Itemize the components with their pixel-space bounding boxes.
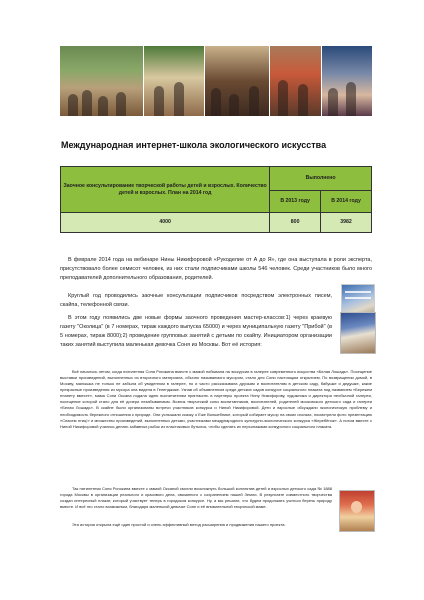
event-photo xyxy=(144,46,204,116)
plan-table xyxy=(60,166,372,233)
event-photo xyxy=(60,46,143,116)
table-done-2014: 3982 xyxy=(321,213,372,233)
newspaper-image xyxy=(340,312,376,354)
story-paragraph: Всё началось летом, когда пятилетняя Соня Рогожина вместе с мамой побывала на экскурсии в галерее современного искусства «Белая Лошадь». Посещение выставки произведений, выполненных из вторичного материала, обычно называемого мусором, стало для Сони настоящим открытием. По возвращении домой, в Москву, малышка не только не забыла об увиденном в галерее, но и часто рассказывала друзьям и воспитателям в детском саду, бабушке и дедушке, какие прекрасные произведения из мусора она видела в Геленджике. Узнав об объявленном среди детских садов конкурсе социального плаката под названием «Бережем планету вместе», мама Сони Оксана подала идею воспитателям пригласить в партнеры проекта Нину Никифорову, художника и директора необычной галереи, посещение которой стало для её дочери незабываемым. Возник творческий союз воспитанников, воспитателей, родителей московского детского сада и галереи «Белая Лошадь». В скайпе были организованы встречи участников конкурса и Ниной Никифоровой. Дети и взрослые обсуждали экологическую проблему и необходимость бережного отношения к природе. Они услышали сказку о Еже Волшебнике, который собирает мусор на своих иголках, посмотрели фото презентацию «Спасем птиц!» и множество произведений, выполненных детьми, участниками международного культурно-экологического конкурса «Жеребёнок». А потом вместе с Ниной Никифоровой учились делать забавных рыбок из пластиковых бутылок, чтобы сделать их персонажами конкурсного социального плаката. xyxy=(60,369,372,429)
event-photo xyxy=(322,46,372,116)
paragraph-consultations: Круглый год проводились заочные консультации подписчиков посредством электронных писем, скайпа, телефонной связи. xyxy=(60,293,332,308)
table-header-done: Выполнено xyxy=(270,167,372,191)
story-conclusion: Так пятилетняя Соня Рогожина вместе с мамой Оксаной смогли воскликнуть большой коллектив детей и взрослых детского сада № 1888 города Москвы в организации реального и красивого дела, связанного с сохранением нашей Земли. В результате совместного творчества создан интересный плакат, который участвует теперь в городском конкурсе. Ну, а мы решили, что будем продолжать учиться беречь природу вместе. И всё это стало возможным, благодаря маленькой девочке Соне и её внимательной творческой маме. xyxy=(60,486,332,510)
event-photo xyxy=(205,46,269,116)
table-header-2014: В 2014 году xyxy=(321,191,372,213)
event-photo xyxy=(270,46,322,116)
table-done-2013: 800 xyxy=(270,213,321,233)
paragraph-new-forms: В этом году появились две новые формы заочного проведения мастер-классов:1) через краевую газету "Околица" (в 7 номерах, тираж каждого выпуска 65000) и через муниципальную газету "Прибой" (в 5 номерах, тираж 8000);2) проведение групповых занятий с детьми по скайпу. Инициатором организации таких занятий выступила маленькая девочка Соня из Москвы. Вот её история: xyxy=(60,315,332,348)
photo-strip xyxy=(60,46,372,116)
page-title: Международная интернет-школа экологического искусства xyxy=(61,140,327,150)
table-plan-value: 4000 xyxy=(61,213,270,233)
paragraph-webinar: В феврале 2014 года на вебинаре Нины Никифоровой «Рукоделие от А до Я», где она выступала в роли эксперта, присутствовало более семисот человек, из них стали подписчиками школы 546 человек. Среди участников было много преподавателей дополнительного образования, родителей. xyxy=(60,257,372,281)
story-closing: Эта история открыла ещё один простой и очень эффективный метод расширения и продвижения нашего проекта. xyxy=(72,522,286,527)
child-photo xyxy=(339,490,375,532)
table-header-2013: В 2013 году xyxy=(270,191,321,213)
table-header-main: Заочное консультирование творческой работы детей и взрослых. Количество детей и взрослых. План на 2014 год xyxy=(61,167,270,213)
